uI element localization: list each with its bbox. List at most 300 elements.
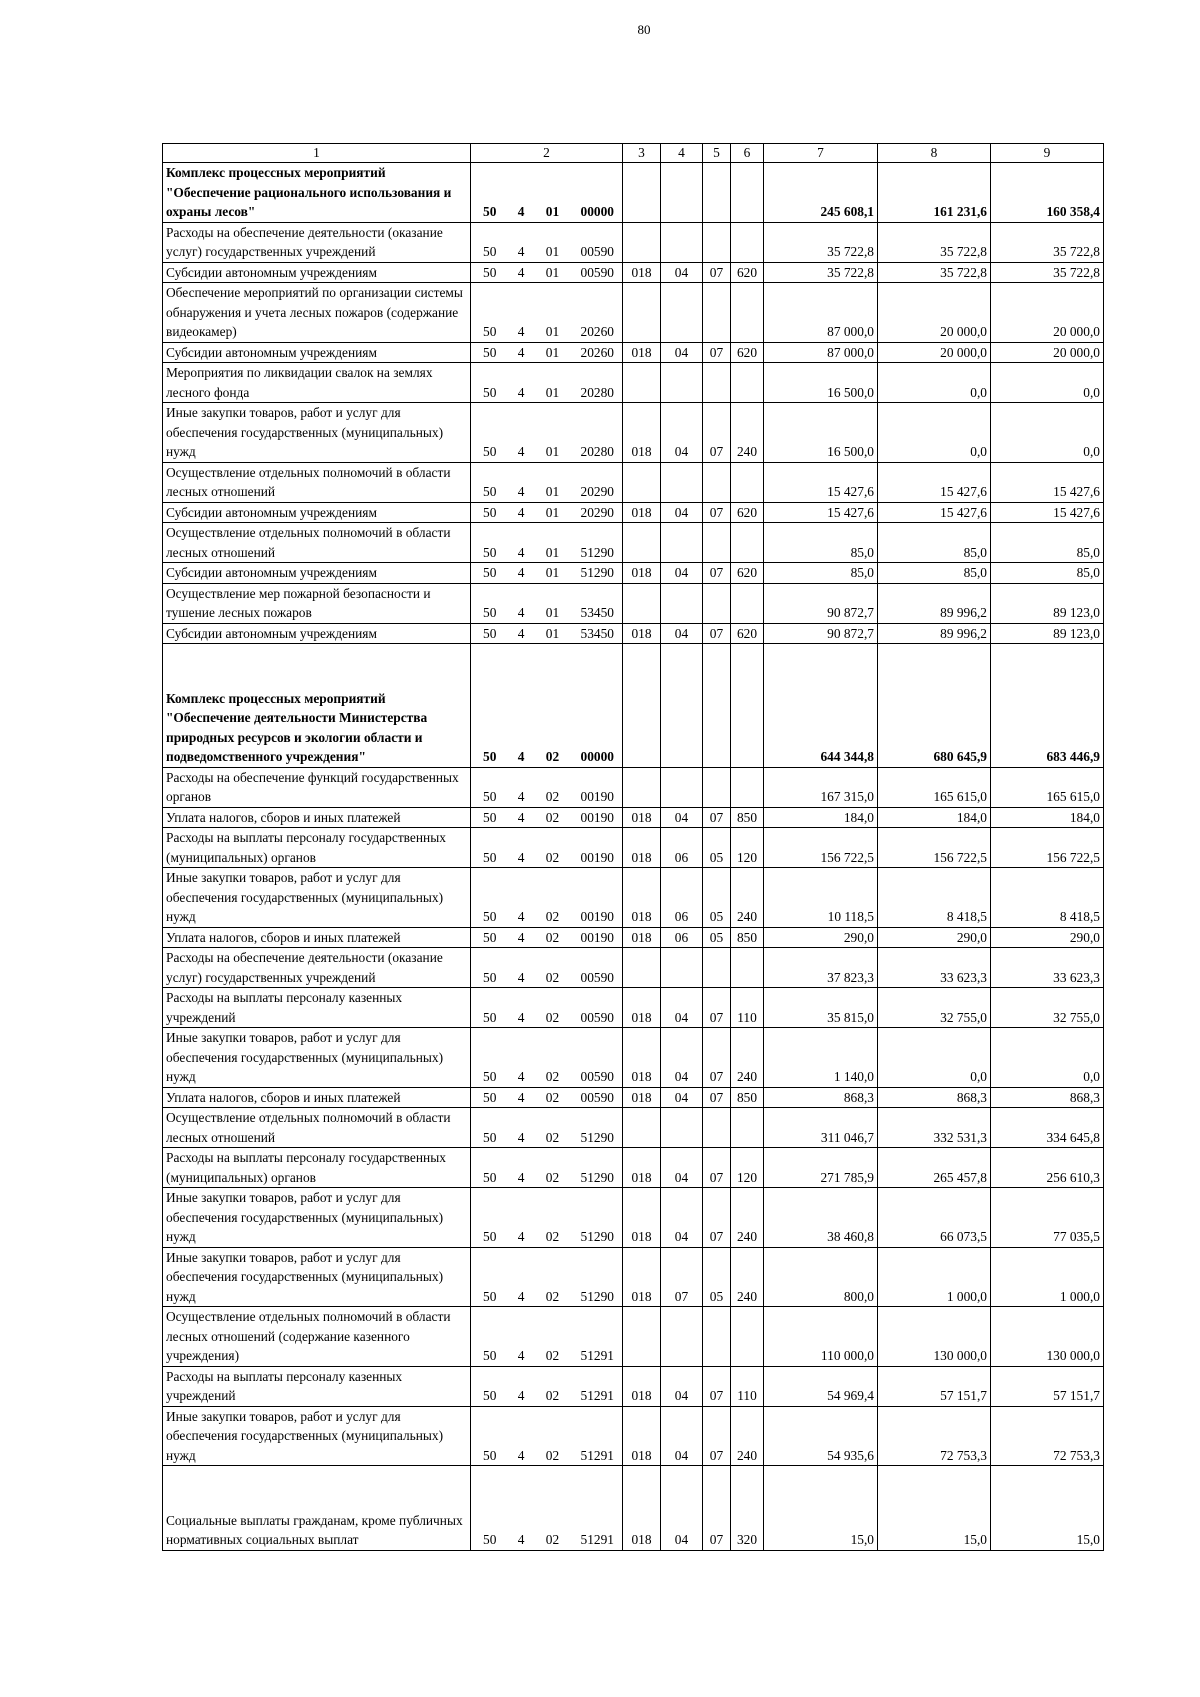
- code-part: 02: [545, 1388, 560, 1403]
- row-name: Иные закупки товаров, работ и услуг для обеспечения государственных (муниципальных) нужд: [166, 405, 444, 459]
- code-part: 02: [545, 849, 560, 865]
- value-col9-cell: 77 035,5: [991, 1188, 1104, 1248]
- value-col9-cell: 0,0: [991, 1028, 1104, 1088]
- row-name-cell: [163, 523, 471, 563]
- code-part: 20280: [580, 444, 614, 459]
- value-col8-cell: 15,0: [878, 1466, 991, 1551]
- section-code-cell: 04: [661, 1148, 703, 1188]
- expense-type-cell: 620: [731, 563, 764, 584]
- section-code-cell: [661, 222, 703, 262]
- value-col7-cell: 290,0: [764, 927, 878, 948]
- table-row: [163, 807, 1104, 828]
- code-cell: [471, 948, 623, 988]
- value-col8-cell: 32 755,0: [878, 988, 991, 1028]
- admin-code-cell: 018: [623, 1247, 661, 1307]
- code-cell: [471, 563, 623, 584]
- code-cell: [471, 363, 623, 403]
- code-part: 02: [545, 1348, 560, 1363]
- row-name: Уплата налогов, сборов и иных платежей: [166, 809, 401, 825]
- value-col7-cell: 271 785,9: [764, 1148, 878, 1188]
- code-part: 51291: [580, 1532, 614, 1547]
- code-part: 00590: [580, 1069, 614, 1084]
- code-cell: [471, 1466, 623, 1551]
- row-name: Иные закупки товаров, работ и услуг для обеспечения государственных (муниципальных) нужд: [166, 1408, 444, 1463]
- table-row: [163, 163, 1104, 223]
- row-name-cell: [163, 1188, 471, 1248]
- code-part: 02: [545, 929, 560, 945]
- value-col8-cell: 15 427,6: [878, 502, 991, 523]
- table-row: [163, 342, 1104, 363]
- value-col9-cell: 89 123,0: [991, 623, 1104, 644]
- code-cell: [471, 1366, 623, 1406]
- admin-code-cell: 018: [623, 1028, 661, 1088]
- code-part: 4: [517, 849, 525, 865]
- expense-type-cell: [731, 523, 764, 563]
- code-part: 50: [483, 1009, 497, 1025]
- code-cell: [471, 1188, 623, 1248]
- section-code-cell: 06: [661, 868, 703, 928]
- section-code-cell: [661, 363, 703, 403]
- value-col9-cell: 0,0: [991, 403, 1104, 463]
- value-col9-cell: 15 427,6: [991, 502, 1104, 523]
- code-cell: [471, 868, 623, 928]
- admin-code-cell: 018: [623, 1406, 661, 1466]
- section-code-cell: 04: [661, 403, 703, 463]
- section-code-cell: 04: [661, 262, 703, 283]
- table-row: [163, 868, 1104, 928]
- value-col7-cell: 87 000,0: [764, 342, 878, 363]
- value-col8-cell: 85,0: [878, 563, 991, 584]
- code-part: 50: [483, 909, 497, 924]
- table-row: [163, 767, 1104, 807]
- code-part: 4: [517, 1069, 525, 1084]
- table-row: [163, 222, 1104, 262]
- admin-code-cell: 018: [623, 403, 661, 463]
- expense-type-cell: [731, 462, 764, 502]
- code-part: 4: [517, 484, 525, 499]
- admin-code-cell: 018: [623, 868, 661, 928]
- value-col9-cell: 85,0: [991, 563, 1104, 584]
- admin-code-cell: 018: [623, 1466, 661, 1551]
- code-part: 00190: [580, 789, 614, 804]
- code-cell: [471, 342, 623, 363]
- code-cell: [471, 222, 623, 262]
- value-col8-cell: 156 722,5: [878, 828, 991, 868]
- value-col9-cell: 184,0: [991, 807, 1104, 828]
- row-name-cell: [163, 1028, 471, 1088]
- code-cell: [471, 1108, 623, 1148]
- subsection-code-cell: 07: [703, 563, 731, 584]
- subsection-code-cell: 07: [703, 1466, 731, 1551]
- row-name: Расходы на обеспечение деятельности (оказание услуг) государственных учреждений: [166, 950, 443, 985]
- column-header: 9: [991, 144, 1104, 163]
- admin-code-cell: [623, 283, 661, 343]
- code-cell: [471, 1148, 623, 1188]
- code-part: 4: [517, 605, 525, 620]
- value-col9-cell: 20 000,0: [991, 283, 1104, 343]
- value-col9-cell: 160 358,4: [991, 163, 1104, 223]
- row-name: Социальные выплаты гражданам, кроме публичных нормативных социальных выплат: [166, 1512, 463, 1547]
- row-name-cell: [163, 807, 471, 828]
- subsection-code-cell: 07: [703, 1028, 731, 1088]
- code-part: 50: [483, 749, 497, 764]
- code-part: 50: [483, 789, 497, 804]
- row-name: Уплата налогов, сборов и иных платежей: [166, 1089, 401, 1105]
- code-part: 00590: [580, 264, 614, 280]
- value-col9-cell: 35 722,8: [991, 222, 1104, 262]
- code-part: 51290: [580, 1229, 614, 1244]
- code-cell: [471, 767, 623, 807]
- value-col8-cell: 0,0: [878, 363, 991, 403]
- code-part: 50: [483, 809, 497, 825]
- row-name: Субсидии автономным учреждениям: [166, 344, 377, 360]
- column-header: 6: [731, 144, 764, 163]
- value-col7-cell: 87 000,0: [764, 283, 878, 343]
- table-row: [163, 828, 1104, 868]
- row-name-cell: [163, 403, 471, 463]
- expense-type-cell: [731, 163, 764, 223]
- code-part: 50: [483, 969, 497, 985]
- code-part: 01: [545, 344, 560, 360]
- row-name-cell: [163, 828, 471, 868]
- value-col8-cell: 89 996,2: [878, 583, 991, 623]
- section-code-cell: 04: [661, 1188, 703, 1248]
- code-cell: [471, 828, 623, 868]
- admin-code-cell: 018: [623, 1148, 661, 1188]
- value-col7-cell: 15 427,6: [764, 462, 878, 502]
- code-part: 4: [517, 929, 525, 945]
- subsection-code-cell: 07: [703, 1366, 731, 1406]
- subsection-code-cell: 07: [703, 1087, 731, 1108]
- section-code-cell: 06: [661, 927, 703, 948]
- code-cell: [471, 262, 623, 283]
- table-row: [163, 1406, 1104, 1466]
- code-part: 50: [483, 1447, 497, 1463]
- row-name-cell: [163, 644, 471, 768]
- value-col8-cell: 130 000,0: [878, 1307, 991, 1367]
- table-row: [163, 1148, 1104, 1188]
- section-code-cell: 04: [661, 807, 703, 828]
- section-code-cell: 04: [661, 502, 703, 523]
- section-code-cell: 07: [661, 1247, 703, 1307]
- column-header: 7: [764, 144, 878, 163]
- subsection-code-cell: 07: [703, 403, 731, 463]
- value-col9-cell: 89 123,0: [991, 583, 1104, 623]
- table-row: [163, 403, 1104, 463]
- code-cell: [471, 502, 623, 523]
- table-row: [163, 502, 1104, 523]
- value-col9-cell: 72 753,3: [991, 1406, 1104, 1466]
- code-part: 00190: [580, 909, 614, 924]
- row-name: Субсидии автономным учреждениям: [166, 264, 377, 280]
- code-part: 4: [517, 1009, 525, 1025]
- subsection-code-cell: [703, 767, 731, 807]
- admin-code-cell: [623, 767, 661, 807]
- value-col7-cell: 54 969,4: [764, 1366, 878, 1406]
- table-row: [163, 644, 1104, 768]
- expense-type-cell: 620: [731, 502, 764, 523]
- value-col7-cell: 35 722,8: [764, 222, 878, 262]
- value-col7-cell: 38 460,8: [764, 1188, 878, 1248]
- code-part: 53450: [580, 625, 614, 641]
- row-name: Иные закупки товаров, работ и услуг для обеспечения государственных (муниципальных) нужд: [166, 1030, 444, 1084]
- expense-type-cell: [731, 283, 764, 343]
- subsection-code-cell: [703, 523, 731, 563]
- admin-code-cell: [623, 222, 661, 262]
- value-col7-cell: 15 427,6: [764, 502, 878, 523]
- table-row: [163, 1028, 1104, 1088]
- table-row: [163, 948, 1104, 988]
- value-col8-cell: 15 427,6: [878, 462, 991, 502]
- admin-code-cell: 018: [623, 623, 661, 644]
- code-cell: [471, 283, 623, 343]
- code-part: 4: [517, 204, 525, 219]
- value-col7-cell: 245 608,1: [764, 163, 878, 223]
- code-part: 50: [483, 1288, 497, 1304]
- row-name: Иные закупки товаров, работ и услуг для обеспечения государственных (муниципальных) нужд: [166, 1190, 444, 1244]
- expense-type-cell: 240: [731, 1406, 764, 1466]
- row-name-cell: [163, 502, 471, 523]
- row-name: Осуществление отдельных полномочий в области лесных отношений: [166, 1110, 451, 1145]
- expense-type-cell: [731, 363, 764, 403]
- expense-type-cell: 120: [731, 1148, 764, 1188]
- code-part: 50: [483, 544, 497, 560]
- value-col7-cell: 10 118,5: [764, 868, 878, 928]
- row-name: Расходы на обеспечение деятельности (оказание услуг) государственных учреждений: [166, 224, 443, 259]
- value-col7-cell: 16 500,0: [764, 363, 878, 403]
- value-col9-cell: 20 000,0: [991, 342, 1104, 363]
- code-part: 20290: [580, 504, 614, 520]
- code-part: 00000: [580, 204, 614, 219]
- expense-type-cell: 110: [731, 988, 764, 1028]
- code-part: 51291: [580, 1388, 614, 1403]
- code-part: 50: [483, 344, 497, 360]
- code-part: 02: [545, 1069, 560, 1084]
- admin-code-cell: [623, 523, 661, 563]
- code-part: 02: [545, 1129, 560, 1145]
- value-col7-cell: 156 722,5: [764, 828, 878, 868]
- row-name: Комплекс процессных мероприятий "Обеспечение деятельности Министерства природных ресурсов и экологии области и подведомственного учреждения": [166, 690, 428, 764]
- admin-code-cell: [623, 363, 661, 403]
- column-header: 8: [878, 144, 991, 163]
- value-col8-cell: 0,0: [878, 1028, 991, 1088]
- row-name-cell: [163, 342, 471, 363]
- code-part: 50: [483, 444, 497, 459]
- admin-code-cell: 018: [623, 988, 661, 1028]
- row-name-cell: [163, 1366, 471, 1406]
- code-part: 01: [545, 484, 560, 499]
- admin-code-cell: [623, 1307, 661, 1367]
- admin-code-cell: 018: [623, 927, 661, 948]
- table-row: [163, 283, 1104, 343]
- section-code-cell: 04: [661, 1406, 703, 1466]
- section-code-cell: [661, 644, 703, 768]
- code-part: 4: [517, 969, 525, 985]
- code-part: 01: [545, 384, 560, 400]
- code-part: 02: [545, 789, 560, 804]
- code-part: 01: [545, 605, 560, 620]
- section-code-cell: 04: [661, 342, 703, 363]
- code-part: 01: [545, 544, 560, 560]
- table-row: [163, 583, 1104, 623]
- code-part: 50: [483, 1388, 497, 1403]
- code-part: 20280: [580, 384, 614, 400]
- value-col9-cell: 57 151,7: [991, 1366, 1104, 1406]
- value-col8-cell: 33 623,3: [878, 948, 991, 988]
- code-part: 4: [517, 1229, 525, 1244]
- value-col9-cell: 256 610,3: [991, 1148, 1104, 1188]
- section-code-cell: [661, 462, 703, 502]
- code-cell: [471, 523, 623, 563]
- code-cell: [471, 1307, 623, 1367]
- section-code-cell: 04: [661, 1366, 703, 1406]
- code-part: 4: [517, 809, 525, 825]
- row-name-cell: [163, 767, 471, 807]
- code-part: 20260: [580, 344, 614, 360]
- code-part: 4: [517, 625, 525, 641]
- expense-type-cell: 240: [731, 868, 764, 928]
- subsection-code-cell: 07: [703, 1148, 731, 1188]
- row-name: Осуществление отдельных полномочий в области лесных отношений (содержание казенного учреждения): [166, 1309, 451, 1363]
- value-col9-cell: 8 418,5: [991, 868, 1104, 928]
- value-col8-cell: 89 996,2: [878, 623, 991, 644]
- code-part: 01: [545, 504, 560, 520]
- expense-type-cell: 240: [731, 403, 764, 463]
- row-name-cell: [163, 462, 471, 502]
- value-col8-cell: 165 615,0: [878, 767, 991, 807]
- subsection-code-cell: [703, 1307, 731, 1367]
- table-row: [163, 988, 1104, 1028]
- code-part: 01: [545, 204, 560, 219]
- code-part: 00590: [580, 969, 614, 985]
- subsection-code-cell: 07: [703, 342, 731, 363]
- code-part: 51291: [580, 1348, 614, 1363]
- code-part: 50: [483, 849, 497, 865]
- value-col9-cell: 683 446,9: [991, 644, 1104, 768]
- row-name: Иные закупки товаров, работ и услуг для обеспечения государственных (муниципальных) нужд: [166, 870, 444, 924]
- row-name: Расходы на выплаты персоналу казенных учреждений: [166, 990, 403, 1025]
- section-code-cell: [661, 583, 703, 623]
- value-col8-cell: 85,0: [878, 523, 991, 563]
- code-cell: [471, 927, 623, 948]
- subsection-code-cell: [703, 583, 731, 623]
- code-cell: [471, 462, 623, 502]
- value-col7-cell: 37 823,3: [764, 948, 878, 988]
- subsection-code-cell: [703, 644, 731, 768]
- expense-type-cell: 620: [731, 262, 764, 283]
- expense-type-cell: [731, 1307, 764, 1367]
- value-col9-cell: 15 427,6: [991, 462, 1104, 502]
- code-part: 02: [545, 749, 560, 764]
- value-col7-cell: 90 872,7: [764, 583, 878, 623]
- section-code-cell: 04: [661, 563, 703, 584]
- admin-code-cell: 018: [623, 1087, 661, 1108]
- admin-code-cell: 018: [623, 807, 661, 828]
- code-part: 4: [517, 1388, 525, 1403]
- code-cell: [471, 807, 623, 828]
- row-name-cell: [163, 1148, 471, 1188]
- table-row: [163, 1087, 1104, 1108]
- admin-code-cell: 018: [623, 828, 661, 868]
- expense-type-cell: 620: [731, 623, 764, 644]
- value-col7-cell: 167 315,0: [764, 767, 878, 807]
- table-row: [163, 1466, 1104, 1551]
- row-name-cell: [163, 262, 471, 283]
- value-col7-cell: 311 046,7: [764, 1108, 878, 1148]
- value-col8-cell: 20 000,0: [878, 342, 991, 363]
- code-cell: [471, 163, 623, 223]
- value-col7-cell: 800,0: [764, 1247, 878, 1307]
- code-part: 4: [517, 264, 525, 280]
- code-part: 01: [545, 244, 560, 259]
- subsection-code-cell: 05: [703, 1247, 731, 1307]
- row-name: Мероприятия по ликвидации свалок на землях лесного фонда: [166, 365, 433, 400]
- admin-code-cell: 018: [623, 1188, 661, 1248]
- code-part: 50: [483, 605, 497, 620]
- expense-type-cell: 850: [731, 1087, 764, 1108]
- value-col7-cell: 35 815,0: [764, 988, 878, 1028]
- section-code-cell: [661, 163, 703, 223]
- value-col7-cell: 868,3: [764, 1087, 878, 1108]
- expense-type-cell: [731, 222, 764, 262]
- value-col7-cell: 54 935,6: [764, 1406, 878, 1466]
- section-code-cell: 04: [661, 1028, 703, 1088]
- table-row: [163, 462, 1104, 502]
- table-row: [163, 927, 1104, 948]
- admin-code-cell: [623, 644, 661, 768]
- code-part: 01: [545, 324, 560, 339]
- subsection-code-cell: 07: [703, 502, 731, 523]
- code-part: 51290: [580, 1169, 614, 1185]
- section-code-cell: [661, 948, 703, 988]
- value-col9-cell: 33 623,3: [991, 948, 1104, 988]
- code-part: 00190: [580, 849, 614, 865]
- code-part: 4: [517, 1532, 525, 1547]
- row-name: Расходы на выплаты персоналу государственных (муниципальных) органов: [166, 830, 446, 865]
- code-part: 01: [545, 264, 560, 280]
- code-part: 02: [545, 1532, 560, 1547]
- admin-code-cell: [623, 462, 661, 502]
- value-col8-cell: 0,0: [878, 403, 991, 463]
- code-part: 4: [517, 1089, 525, 1105]
- subsection-code-cell: 07: [703, 262, 731, 283]
- code-cell: [471, 1087, 623, 1108]
- row-name: Расходы на выплаты персоналу государственных (муниципальных) органов: [166, 1150, 446, 1185]
- code-part: 50: [483, 324, 497, 339]
- value-col8-cell: 290,0: [878, 927, 991, 948]
- subsection-code-cell: [703, 363, 731, 403]
- column-header: 1: [163, 144, 471, 163]
- section-code-cell: [661, 283, 703, 343]
- expense-type-cell: 110: [731, 1366, 764, 1406]
- header-row: [163, 144, 1104, 163]
- expense-type-cell: 240: [731, 1188, 764, 1248]
- value-col7-cell: 90 872,7: [764, 623, 878, 644]
- column-header: 3: [623, 144, 661, 163]
- table-row: [163, 1307, 1104, 1367]
- section-code-cell: [661, 1108, 703, 1148]
- expense-type-cell: [731, 948, 764, 988]
- row-name: Обеспечение мероприятий по организации системы обнаружения и учета лесных пожаров (содержание видеокамер): [166, 285, 463, 339]
- subsection-code-cell: [703, 222, 731, 262]
- expense-type-cell: 240: [731, 1247, 764, 1307]
- code-part: 51290: [580, 565, 614, 580]
- expense-type-cell: [731, 1108, 764, 1148]
- value-col8-cell: 161 231,6: [878, 163, 991, 223]
- code-part: 01: [545, 565, 560, 580]
- code-part: 4: [517, 444, 525, 459]
- value-col7-cell: 85,0: [764, 563, 878, 584]
